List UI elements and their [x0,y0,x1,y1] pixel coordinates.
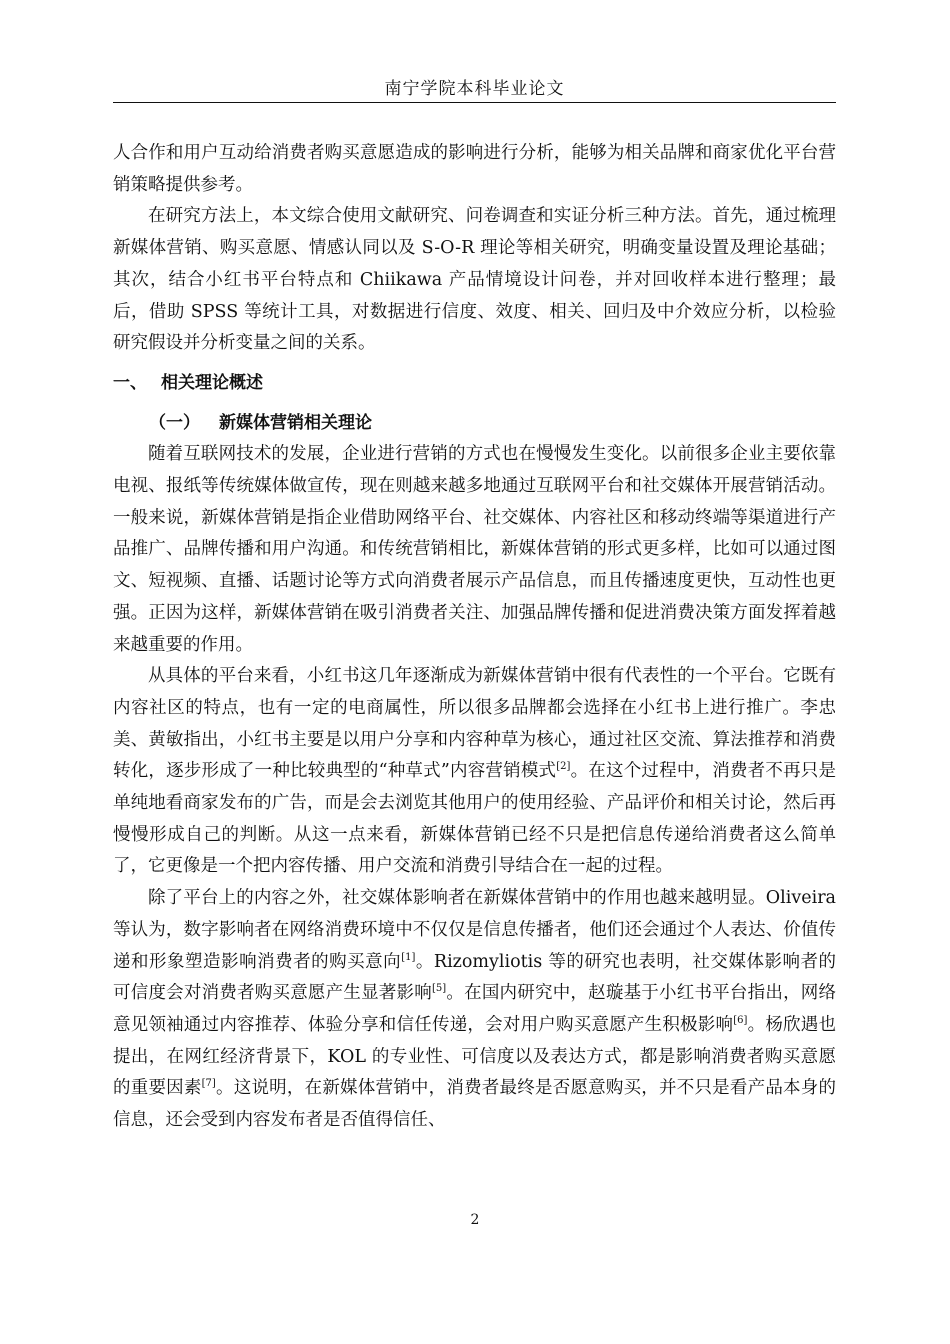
document-body [113,138,836,1137]
subsection-heading [113,408,836,440]
citation-ref: [2] [556,761,571,773]
paragraph-text: 。在这个过程中，消费者不再只是单纯地看商家发布的广告，而是会去浏览其他用户的使用经验、产品评价和相关讨论，然后再慢慢形成自己的判断。从这一点来看，新媒体营销已经不只是把信息传递给消费者这么简单了，它更像是一个把内容传播、用户交流和消费引导结合在一起的过程。 [113,761,836,877]
citation-ref: [6] [733,1014,748,1026]
paragraph-text: 。这说明，在新媒体营销中，消费者最终是否愿意购买，并不只是看产品本身的信息，还会受到内容发布者是否值得信任、 [113,1078,837,1131]
paragraph-text: 随着互联网技术的发展，企业进行营销的方式也在慢慢发生变化。以前很多企业主要依靠电视、报纸等传统媒体做宣传，现在则越来越多地通过互联网平台和社交媒体开展营销活动。一般来说，新媒体营销是指企业借助网络平台、社交媒体、内容社区和移动终端等渠道进行产品推广、品牌传播和用户沟通。和传统营销相比，新媒体营销的形式更多样，比如可以通过图文、短视频、直播、话题讨论等方式向消费者展示产品信息，而且传播速度更快，互动性也更强。正因为这样，新媒体营销在吸引消费者关注、加强品牌传播和促进消费决策方面发挥着越来越重要的作用。 [113,444,836,655]
section-number: 一、 [113,372,147,393]
subsection-title: 新媒体营销相关理论 [219,412,372,433]
paragraph-text: 。Rizomyliotis 等的研究也表明，社交媒体影响者的可信度会对消费者购买意愿产生显著影响 [113,951,837,1004]
section-heading [113,368,836,400]
paragraph [113,883,836,1137]
paragraph [113,138,836,201]
page-number: 2 [470,1212,480,1228]
subsection-number: （一） [149,412,200,433]
paragraph-text: 在研究方法上，本文综合使用文献研究、问卷调查和实证分析三种方法。首先，通过梳理新媒体营销、购买意愿、情感认同以及 S-O-R 理论等相关研究，明确变量设置及理论基础；其次，结合小红书平台特点和 Chiikawa 产品情境设计问卷，并对回收样本进行整理；最后，借助 SPSS 等统计工具，对数据进行信度、效度、相关、回归及中介效应分析，以检验研究假设并分析变量之间的关系。 [113,206,836,354]
paragraph-text: 从具体的平台来看，小红书这几年逐渐成为新媒体营销中很有代表性的一个平台。它既有内容社区的特点，也有一定的电商属性，所以很多品牌都会选择在小红书上进行推广。李忠美、黄敏指出，小红书主要是以用户分享和内容种草为核心，通过社区交流、算法推荐和消费转化，逐步形成了一种比较典型的“种草式”内容营销模式 [113,666,836,782]
paragraph-text: 除了平台上的内容之外，社交媒体影响者在新媒体营销中的作用也越来越明显。Oliveira 等认为，数字影响者在网络消费环境中不仅仅是信息传播者，他们还会通过个人表达、价值传递和形象塑造影响消费者的购买意向 [113,888,836,972]
page-header-title: 南宁学院本科毕业论文 [384,79,565,99]
citation-ref: [5] [431,983,447,995]
paragraph-text: 人合作和用户互动给消费者购买意愿造成的影响进行分析，能够为相关品牌和商家优化平台营销策略提供参考。 [113,143,836,195]
section-title: 相关理论概述 [161,372,263,393]
paragraph [113,661,836,883]
paragraph [113,201,836,360]
citation-ref: [7] [201,1078,216,1090]
citation-ref: [1] [401,951,416,963]
paragraph-text: 。在国内研究中，赵璇基于小红书平台指出，网络意见领袖通过内容推荐、体验分享和信任传递，会对用户购买意愿产生积极影响 [113,983,837,1035]
paragraph-text: 。杨欣遇也提出，在网红经济背景下，KOL 的专业性、可信度以及表达方式，都是影响消费者购买意愿的重要因素 [113,1014,837,1099]
paragraph [113,439,836,661]
header-divider [113,102,836,103]
